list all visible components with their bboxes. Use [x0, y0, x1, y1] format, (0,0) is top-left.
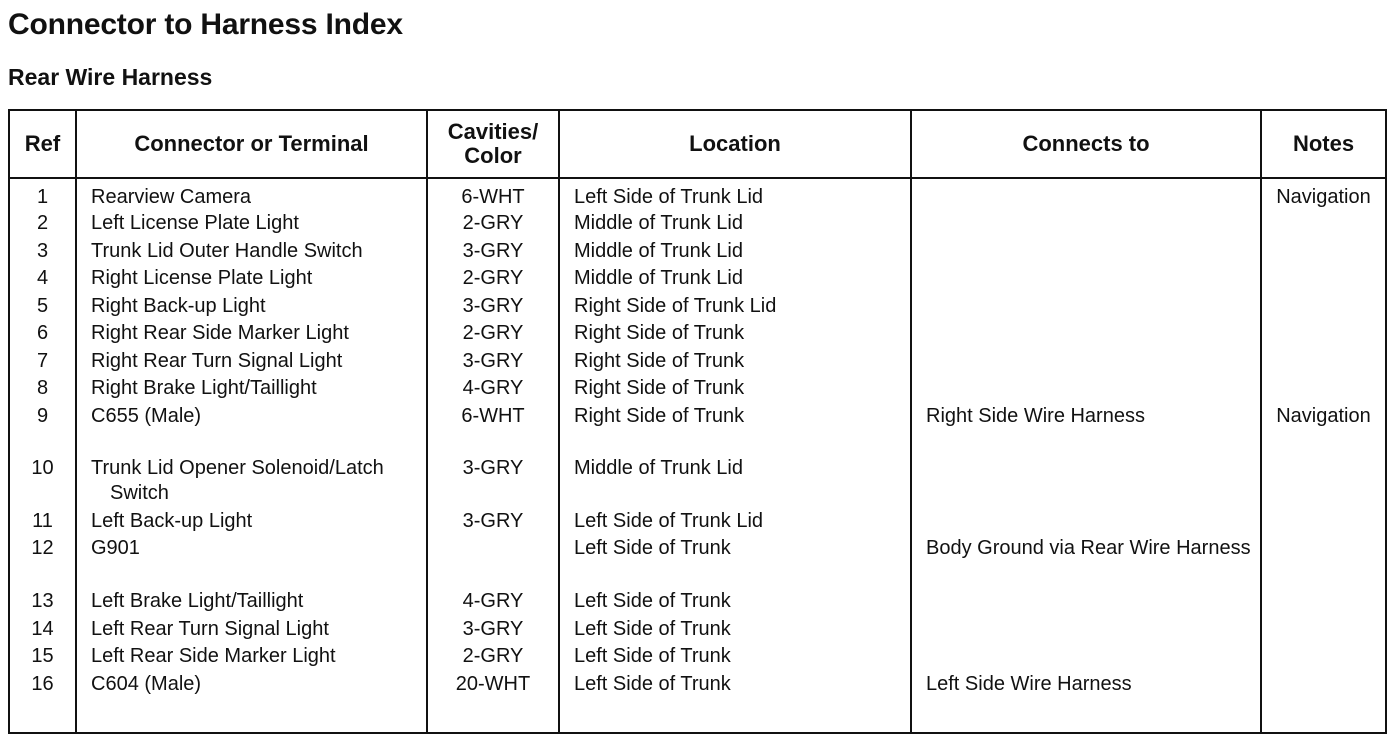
table-row	[9, 644, 1386, 672]
cell-cavities-text: 3-GRY	[462, 617, 524, 640]
header-cavities	[427, 110, 559, 178]
cell-location-text: Middle of Trunk Lid	[574, 456, 743, 479]
empty-cell	[427, 699, 559, 733]
cell-ref	[9, 321, 76, 349]
cell-location-text: Middle of Trunk Lid	[574, 239, 743, 262]
cell-location	[559, 294, 911, 322]
cell-cavities-text: 4-GRY	[462, 377, 524, 399]
cell-connector-text: Right Back-up Light	[91, 294, 266, 317]
cell-connector	[76, 239, 427, 267]
cell-connects-to	[911, 617, 1261, 645]
cell-location	[559, 321, 911, 349]
cell-ref-text: 7	[36, 349, 49, 372]
cell-location-text: Left Side of Trunk	[574, 617, 731, 640]
cell-connector-text: Left License Plate Light	[91, 212, 299, 234]
cell-notes	[1261, 644, 1386, 672]
cell-connector	[76, 617, 427, 645]
cell-cavities-text: 2-GRY	[462, 267, 524, 289]
cell-ref	[9, 266, 76, 294]
cell-ref-text: 2	[36, 212, 49, 234]
cell-cavities	[427, 376, 559, 404]
cell-connects-to-text: Body Ground via Rear Wire Harness	[926, 537, 1251, 559]
cell-notes	[1261, 456, 1386, 509]
cell-connects-to-text: Right Side Wire Harness	[926, 404, 1145, 427]
cell-notes	[1261, 349, 1386, 377]
cell-connector	[76, 321, 427, 349]
table-row	[9, 536, 1386, 589]
cell-ref	[9, 509, 76, 537]
cell-notes	[1261, 239, 1386, 267]
cell-connects-to	[911, 376, 1261, 404]
cell-ref-text: 6	[36, 322, 49, 344]
cell-notes	[1261, 211, 1386, 239]
cell-ref	[9, 178, 76, 211]
cell-connects-to	[911, 456, 1261, 509]
cell-ref	[9, 644, 76, 672]
cell-ref-text: 14	[31, 617, 54, 640]
cell-connector-text: Right Rear Side Marker Light	[91, 322, 349, 344]
cell-cavities-text: 20-WHT	[455, 672, 531, 695]
cell-location-text: Left Side of Trunk Lid	[574, 186, 764, 208]
connector-index-table	[8, 109, 1387, 734]
cell-connector-text: Trunk Lid Outer Handle Switch	[91, 239, 363, 262]
cell-location-text: Right Side of Trunk	[574, 349, 745, 372]
header-connector: Connector or Terminal	[76, 110, 427, 178]
cell-location	[559, 536, 911, 589]
table-row	[9, 617, 1386, 645]
table-row	[9, 589, 1386, 617]
cell-connects-to	[911, 266, 1261, 294]
cell-connector	[76, 672, 427, 700]
cell-notes	[1261, 321, 1386, 349]
cell-connector-text: Right License Plate Light	[91, 267, 313, 289]
cell-location-text: Right Side of Trunk	[574, 377, 745, 399]
cell-connector-text: G901	[91, 537, 140, 559]
cell-cavities	[427, 672, 559, 700]
cell-connects-to	[911, 589, 1261, 617]
cell-cavities	[427, 211, 559, 239]
cell-cavities	[427, 536, 559, 589]
empty-cell	[559, 699, 911, 733]
cell-ref-text: 5	[36, 294, 49, 317]
cell-connects-to	[911, 178, 1261, 211]
cell-location-text: Middle of Trunk Lid	[574, 212, 743, 234]
cell-ref-text: 15	[31, 645, 54, 667]
cell-location	[559, 349, 911, 377]
cell-connects-to	[911, 349, 1261, 377]
cell-location	[559, 456, 911, 509]
cell-notes	[1261, 672, 1386, 700]
cell-notes-text: Navigation	[1276, 186, 1371, 208]
cell-cavities	[427, 239, 559, 267]
page-title: Connector to Harness Index	[8, 8, 403, 41]
cell-location-text: Right Side of Trunk	[574, 404, 745, 427]
table-row	[9, 321, 1386, 349]
cell-cavities-text: 6-WHT	[461, 186, 525, 208]
table-row	[9, 672, 1386, 700]
cell-ref-text: 9	[36, 404, 49, 427]
cell-connector	[76, 178, 427, 211]
cell-connector	[76, 404, 427, 456]
cell-connector-text: Right Brake Light/Taillight	[91, 377, 317, 399]
cell-cavities	[427, 321, 559, 349]
cell-cavities-text: 3-GRY	[462, 349, 524, 372]
cell-ref	[9, 349, 76, 377]
cell-connector	[76, 266, 427, 294]
cell-ref	[9, 239, 76, 267]
cell-cavities-text: 3-GRY	[462, 509, 524, 532]
cell-notes	[1261, 404, 1386, 456]
cell-cavities	[427, 509, 559, 537]
cell-connects-to	[911, 536, 1261, 589]
empty-cell	[9, 699, 76, 733]
cell-connects-to	[911, 211, 1261, 239]
cell-connector	[76, 349, 427, 377]
cell-location-text: Left Side of Trunk	[574, 645, 731, 667]
cell-ref	[9, 536, 76, 589]
header-notes: Notes	[1261, 110, 1386, 178]
cell-notes	[1261, 376, 1386, 404]
cell-ref	[9, 456, 76, 509]
cell-cavities-text: 2-GRY	[462, 212, 524, 234]
cell-location	[559, 239, 911, 267]
cell-connector	[76, 211, 427, 239]
cell-connector	[76, 456, 427, 509]
cell-connects-to	[911, 672, 1261, 700]
cell-ref-text: 10	[31, 456, 54, 479]
cell-cavities	[427, 266, 559, 294]
cell-ref	[9, 211, 76, 239]
header-connects-to: Connects to	[911, 110, 1261, 178]
cell-ref-text: 16	[31, 672, 54, 695]
cell-connector-text: C655 (Male)	[91, 404, 202, 427]
cell-location	[559, 617, 911, 645]
table-row	[9, 178, 1386, 211]
cell-connects-to	[911, 239, 1261, 267]
cell-notes	[1261, 536, 1386, 589]
section-subtitle: Rear Wire Harness	[8, 64, 213, 90]
cell-connector-text: Left Rear Turn Signal Light	[91, 617, 329, 640]
cell-ref-text: 12	[31, 537, 54, 559]
cell-ref	[9, 404, 76, 456]
cell-ref	[9, 294, 76, 322]
cell-connects-to	[911, 404, 1261, 456]
cell-connects-to	[911, 294, 1261, 322]
cell-notes	[1261, 178, 1386, 211]
cell-connector-text: Trunk Lid Opener Solenoid/Latch Switch	[91, 456, 384, 504]
cell-connector	[76, 294, 427, 322]
table-row	[9, 349, 1386, 377]
cell-cavities	[427, 349, 559, 377]
cell-location	[559, 644, 911, 672]
cell-cavities	[427, 644, 559, 672]
cell-location	[559, 376, 911, 404]
cell-cavities-text: 3-GRY	[462, 239, 524, 262]
empty-cell	[911, 699, 1261, 733]
cell-connector	[76, 509, 427, 537]
cell-notes	[1261, 509, 1386, 537]
cell-location	[559, 589, 911, 617]
cell-cavities	[427, 294, 559, 322]
cell-connector	[76, 644, 427, 672]
cell-connects-to-text: Left Side Wire Harness	[926, 672, 1132, 695]
table-filler-row	[9, 699, 1386, 733]
cell-notes	[1261, 617, 1386, 645]
cell-connector-text: Right Rear Turn Signal Light	[91, 349, 343, 372]
cell-connects-to	[911, 509, 1261, 537]
cell-notes	[1261, 266, 1386, 294]
cell-connects-to	[911, 644, 1261, 672]
cell-connector-text: C604 (Male)	[91, 672, 202, 695]
cell-connector	[76, 376, 427, 404]
cell-location-text: Left Side of Trunk	[574, 672, 731, 695]
table-row	[9, 239, 1386, 267]
cell-connector	[76, 589, 427, 617]
empty-cell	[1261, 699, 1386, 733]
cell-cavities-text: 2-GRY	[462, 645, 524, 667]
cell-cavities-text: 4-GRY	[462, 590, 524, 612]
table-row	[9, 404, 1386, 456]
cell-ref-text: 3	[36, 239, 49, 262]
cell-ref-text: 4	[36, 267, 49, 289]
table-body	[9, 178, 1386, 733]
cell-location-text: Left Side of Trunk	[574, 537, 731, 559]
cell-cavities	[427, 404, 559, 456]
cell-location-text: Right Side of Trunk Lid	[574, 294, 777, 317]
cell-cavities-text: 3-GRY	[462, 294, 524, 317]
table-header-row	[9, 110, 1386, 178]
cell-cavities	[427, 178, 559, 211]
cell-connector-text: Left Brake Light/Taillight	[91, 590, 304, 612]
cell-connects-to	[911, 321, 1261, 349]
cell-ref-text: 8	[36, 377, 49, 399]
header-cavities-label: Cavities/ Color	[447, 119, 539, 168]
cell-connector-text: Rearview Camera	[91, 186, 252, 208]
cell-cavities	[427, 617, 559, 645]
cell-ref-text: 13	[31, 590, 54, 612]
cell-location	[559, 178, 911, 211]
cell-connector-text: Left Back-up Light	[91, 509, 253, 532]
cell-notes	[1261, 589, 1386, 617]
cell-location-text: Right Side of Trunk	[574, 322, 745, 344]
table-row	[9, 509, 1386, 537]
cell-location-text: Left Side of Trunk	[574, 590, 731, 612]
table-row	[9, 211, 1386, 239]
cell-cavities	[427, 456, 559, 509]
cell-location	[559, 211, 911, 239]
cell-ref	[9, 589, 76, 617]
cell-ref	[9, 672, 76, 700]
table-row	[9, 266, 1386, 294]
cell-location	[559, 266, 911, 294]
cell-location-text: Left Side of Trunk Lid	[574, 509, 764, 532]
cell-cavities	[427, 589, 559, 617]
cell-ref-text: 1	[36, 186, 49, 208]
header-ref: Ref	[9, 110, 76, 178]
cell-ref-text: 11	[32, 509, 53, 532]
cell-cavities-text: 3-GRY	[462, 456, 524, 479]
cell-connector-text: Left Rear Side Marker Light	[91, 645, 336, 667]
cell-location	[559, 404, 911, 456]
empty-cell	[76, 699, 427, 733]
header-location: Location	[559, 110, 911, 178]
cell-location	[559, 509, 911, 537]
cell-notes	[1261, 294, 1386, 322]
cell-notes-text: Navigation	[1276, 404, 1371, 427]
cell-location	[559, 672, 911, 700]
cell-cavities-text: 2-GRY	[462, 322, 524, 344]
table-row	[9, 294, 1386, 322]
cell-ref	[9, 617, 76, 645]
cell-connector	[76, 536, 427, 589]
table-row	[9, 376, 1386, 404]
cell-cavities-text: 6-WHT	[461, 404, 525, 427]
cell-location-text: Middle of Trunk Lid	[574, 267, 743, 289]
table-row	[9, 456, 1386, 509]
cell-ref	[9, 376, 76, 404]
